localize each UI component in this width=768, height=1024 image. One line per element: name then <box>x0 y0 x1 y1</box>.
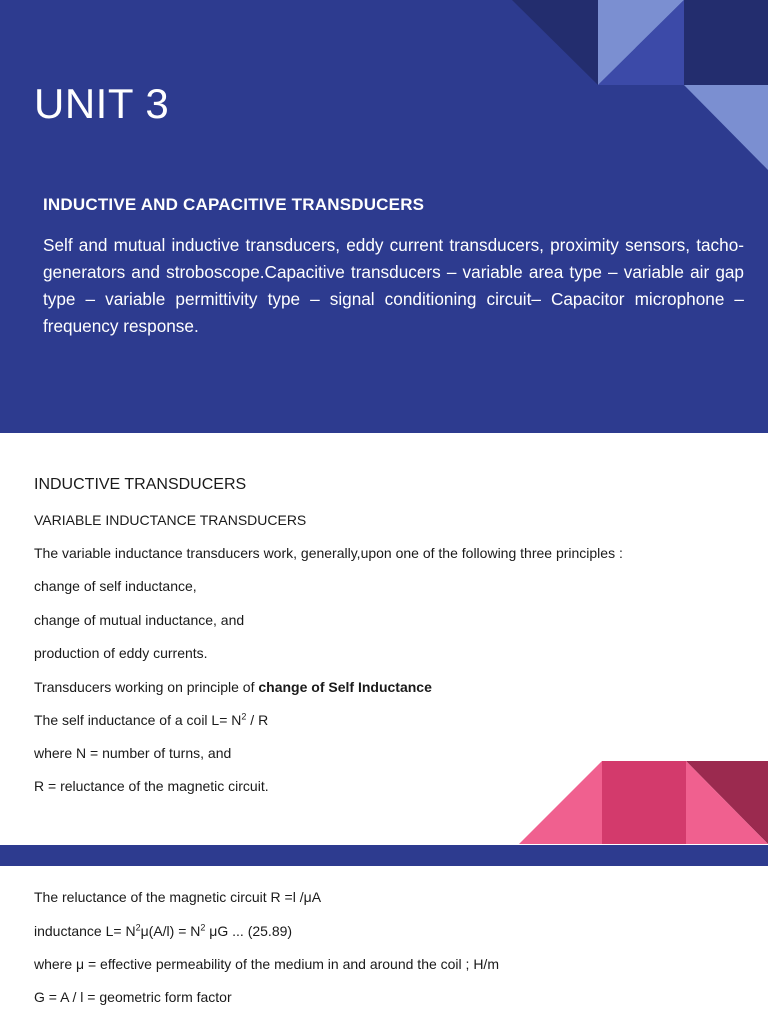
principle-item-mutual: change of mutual inductance, and <box>34 612 245 628</box>
title-slide <box>0 0 768 433</box>
formula-superscript: 2 <box>241 711 247 722</box>
intro-text: The variable inductance transducers work, generally,upon one of the following three principles : <box>34 545 623 561</box>
self-inductance-principle <box>34 679 432 695</box>
where-r-text: R = reluctance of the magnetic circuit. <box>34 778 269 794</box>
formula-suffix: / R <box>246 712 269 728</box>
variable-inductance-subheading: VARIABLE INDUCTANCE TRANSDUCERS <box>34 512 307 528</box>
inductance-sup-1: 2 <box>135 922 141 933</box>
inductance-part-a: inductance L= N <box>34 923 136 939</box>
where-n-text: where N = number of turns, and <box>34 745 232 761</box>
inductance-part-c: μG ... (25.89) <box>205 923 293 939</box>
geometric-factor-definition: G = A / l = geometric form factor <box>34 989 232 1005</box>
inductive-transducers-heading: INDUCTIVE TRANSDUCERS <box>34 476 247 493</box>
formula-prefix: The self inductance of a coil L= N <box>34 712 242 728</box>
decorative-triangles-top <box>0 0 768 433</box>
inductance-formula <box>34 923 292 939</box>
inductance-part-b: μ(A/l) = N <box>140 923 201 939</box>
content-slide-inductive <box>0 433 768 845</box>
principle-item-eddy: production of eddy currents. <box>34 645 208 661</box>
content-slide-reluctance <box>0 866 768 1024</box>
unit-heading: INDUCTIVE AND CAPACITIVE TRANSDUCERS <box>43 195 425 214</box>
unit-title: UNIT 3 <box>34 80 170 127</box>
permeability-definition: where μ = effective permeability of the medium in and around the coil ; H/m <box>34 956 499 972</box>
reluctance-formula: The reluctance of the magnetic circuit R =l /μA <box>34 889 322 905</box>
principle-prefix: Transducers working on principle of <box>34 679 259 695</box>
principle-item-self: change of self inductance, <box>34 578 197 594</box>
principle-bold: change of Self Inductance <box>258 679 432 695</box>
inductance-sup-2: 2 <box>200 922 206 933</box>
self-inductance-formula <box>34 712 268 728</box>
syllabus-paragraph: Self and mutual inductive transducers, eddy current transducers, proximity sensors, tacho-generators and stroboscope.Capacitive transducers – variable area type – variable air gap type – variable permittivity type – signal conditioning circuit– Capacitor microphone – frequency response. <box>43 235 744 336</box>
slide-divider-band <box>0 845 768 866</box>
